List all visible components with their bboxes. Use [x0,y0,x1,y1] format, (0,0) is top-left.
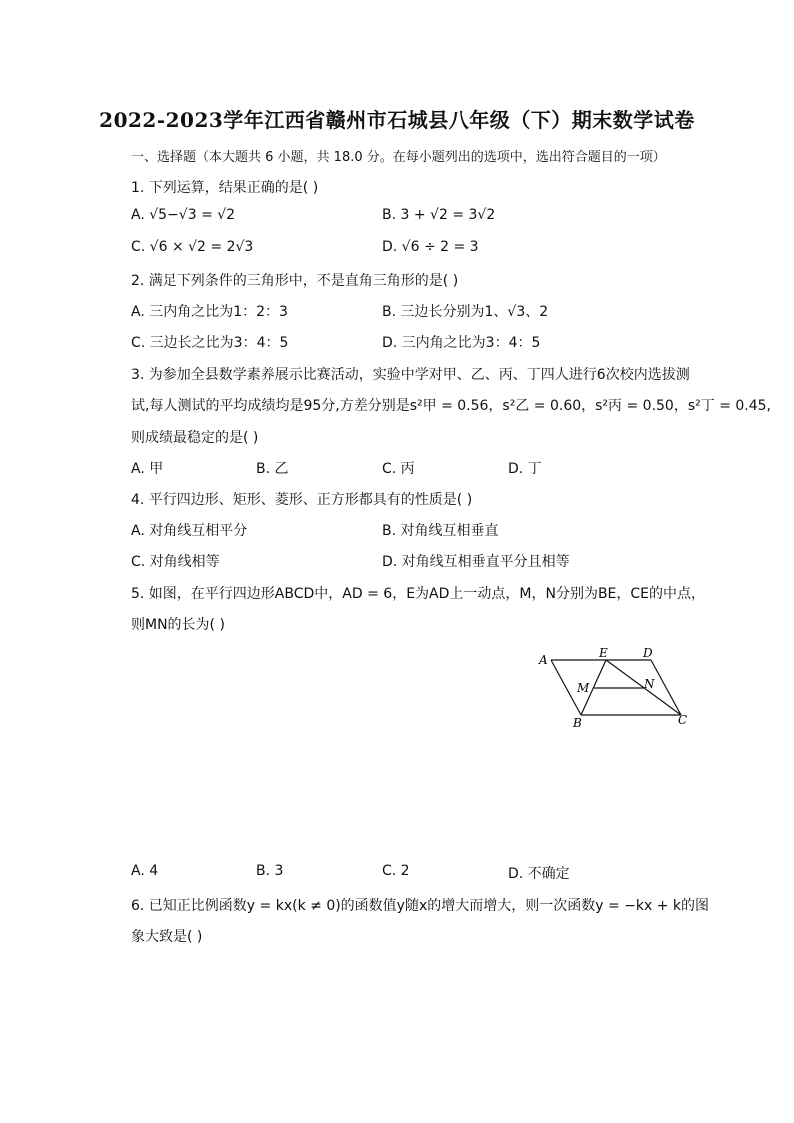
question-6-line-2: 象大致是( ) [131,929,203,945]
question-2-option-c[interactable]: C. 三边长之比为3：4：5 [131,335,289,351]
section-heading: 一、选择题（本大题共 6 小题，共 18.0 分。在每小题列出的选项中，选出符合题目的一项） [131,150,666,165]
question-4-text: 4. 平行四边形、矩形、菱形、正方形都具有的性质是( ) [131,492,473,508]
parallelogram-figure [530,642,710,742]
question-2-option-d[interactable]: D. 三内角之比为3：4：5 [382,335,541,351]
question-1-text: 1. 下列运算，结果正确的是( ) [131,180,319,196]
question-2-option-b[interactable]: B. 三边长分别为1、√3、2 [382,304,549,320]
question-1-option-c[interactable]: C. √6 × √2 = 2√3 [131,239,254,255]
question-1-option-b[interactable]: B. 3 + √2 = 3√2 [382,207,496,223]
label-e: E [599,646,608,660]
question-3-line-2: 试,每人测试的平均成绩均是95分,方差分别是s²甲 = 0.56，s²乙 = 0.60，s²丙 = 0.50，s²丁 = 0.45, [131,398,771,414]
question-4-option-b[interactable]: B. 对角线互相垂直 [382,523,499,539]
question-5-option-c[interactable]: C. 2 [382,863,410,879]
label-n: N [644,677,655,691]
label-d: D [643,646,653,660]
question-5-line-1: 5. 如图，在平行四边形ABCD中，AD = 6，E为AD上一动点，M，N分别为BE，CE的中点， [131,586,706,602]
question-3-option-a[interactable]: A. 甲 [131,461,164,477]
question-5-option-d[interactable]: D. 不确定 [508,866,570,882]
question-1-option-a[interactable]: A. √5−√3 = √2 [131,207,236,223]
question-3-option-b[interactable]: B. 乙 [256,461,289,477]
question-5-option-b[interactable]: B. 3 [256,863,284,879]
question-3-option-c[interactable]: C. 丙 [382,461,415,477]
label-a: A [539,653,548,667]
segment-dc [651,660,681,715]
question-6-line-1: 6. 已知正比例函数y = kx(k ≠ 0)的函数值y随x的增大而增大，则一次函数y = −kx + k的图 [131,898,710,914]
question-5-option-a[interactable]: A. 4 [131,863,159,879]
label-c: C [678,713,688,727]
question-4-option-d[interactable]: D. 对角线互相垂直平分且相等 [382,554,570,570]
question-2-option-a[interactable]: A. 三内角之比为1：2：3 [131,304,288,320]
question-4-option-c[interactable]: C. 对角线相等 [131,554,220,570]
question-5-line-2: 则MN的长为( ) [131,617,225,633]
label-b: B [573,716,582,730]
question-1-option-d[interactable]: D. √6 ÷ 2 = 3 [382,239,479,255]
page-title: 2022-2023学年江西省赣州市石城县八年级（下）期末数学试卷 [99,108,695,132]
question-4-option-a[interactable]: A. 对角线互相平分 [131,523,248,539]
question-3-line-1: 3. 为参加全县数学素养展示比赛活动，实验中学对甲、乙、丙、丁四人进行6次校内选拔测 [131,367,690,383]
label-m: M [577,681,590,695]
question-3-option-d[interactable]: D. 丁 [508,461,542,477]
question-3-line-3: 则成绩最稳定的是( ) [131,430,259,446]
question-2-text: 2. 满足下列条件的三角形中，不是直角三角形的是( ) [131,273,459,289]
